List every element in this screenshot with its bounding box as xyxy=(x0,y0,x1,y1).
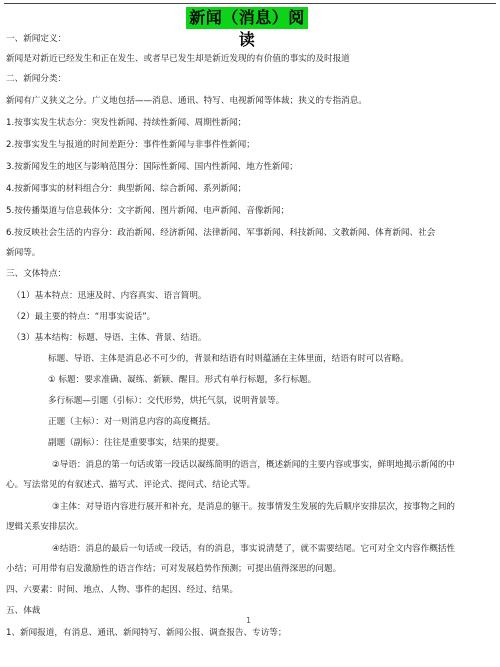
structure-headline-sub: 副题（副标）：往往是重要事实，结果的提要。 xyxy=(48,438,225,448)
list-item: 5.按传播渠道与信息载体分：文字新闻、图片新闻、电声新闻、音像新闻； xyxy=(6,206,290,216)
section-heading-six-elements: 四、六要素：时间、地点、人物、事件的起因、经过、结果。 xyxy=(6,585,239,595)
top-rule xyxy=(4,3,496,4)
page-title: 新闻（消息）阅读 xyxy=(186,7,308,29)
structure-ending-continuation: 小结；可用带有启发激励性的语言作结；可对发展趋势作预测；可提出值得深思的问题。 xyxy=(6,564,342,574)
section-heading-definition: 一、新闻定义： xyxy=(6,34,67,44)
list-item: 3.按新闻发生的地区与影响范围分：国际性新闻、国内性新闻、地方性新闻； xyxy=(6,162,298,172)
structure-headline-intro: 多行标题—引题（引标）：交代形势，烘托气氛，说明背景等。 xyxy=(48,396,285,406)
list-item: 2.按事实发生与报道的时间差距分：事件性新闻与非事件性新闻； xyxy=(6,140,255,150)
paragraph-classification: 新闻有广义狭义之分。广义地包括——消息、通讯、特写、电视新闻等体裁；狭义的专指消息。 xyxy=(6,96,367,106)
list-item: 4.按新闻事实的材料组合分：典型新闻、综合新闻、系列新闻； xyxy=(6,184,247,194)
feature-item: （2）最主要的特点：“用事实说话”。 xyxy=(12,312,156,322)
structure-body-continuation: 逻辑关系安排层次。 xyxy=(6,522,84,532)
feature-item: （1）基本特点：迅速及时、内容真实、语言简明。 xyxy=(12,291,207,301)
structure-body: ③主体：对导语内容进行展开和补充，是消息的躯干。按事情发生发展的先后顺序安排层次，按事物之间的 xyxy=(52,502,456,512)
list-item: 1.按事实发生状态分：突发性新闻、持续性新闻、周期性新闻； xyxy=(6,118,247,128)
section-heading-classification: 二、新闻分类： xyxy=(6,74,67,84)
genre-item: 1、新闻报道，有消息、通讯、新闻特写、新闻公报、调查报告、专访等； xyxy=(6,628,287,638)
section-heading-features: 三、文体特点： xyxy=(6,269,67,279)
structure-headline-main: 正题（主标）：对一则消息内容的高度概括。 xyxy=(48,417,216,427)
feature-item: （3）基本结构：标题、导语、主体、背景、结语。 xyxy=(12,333,207,343)
list-item: 6.按反映社会生活的内容分：政治新闻、经济新闻、法律新闻、军事新闻、科技新闻、文教新闻、体育新闻、社会 xyxy=(6,228,436,238)
list-item-continuation: 新闻等。 xyxy=(6,248,41,258)
structure-lead-continuation: 心。写法常见的有叙述式、描写式、评论式、提问式、结论式等。 xyxy=(6,480,256,490)
structure-lead: ②导语：消息的第一句话或第一段话以凝练简明的语言，概述新闻的主要内容或事实，鲜明地揭示新闻的中 xyxy=(52,460,456,470)
structure-paragraph: 标题、导语、主体是消息必不可少的，背景和结语有时则蕴涵在主体里面，结语有时可以省略。 xyxy=(48,354,409,364)
paragraph-definition: 新闻是对新近已经发生和正在发生、或者早已发生却是新近发现的有价值的事实的及时报道 xyxy=(6,54,350,64)
structure-headline: ① 标题：要求准确、凝练、新颖、醒目。形式有单行标题，多行标题。 xyxy=(48,375,317,385)
section-heading-genre: 五、体裁 xyxy=(6,606,41,616)
page-number: 1 xyxy=(246,616,252,625)
structure-ending: ④结语：消息的最后一句话或一段话，有的消息，事实说清楚了，就不需要结尾。它可对全文内容作概括性 xyxy=(52,544,456,554)
